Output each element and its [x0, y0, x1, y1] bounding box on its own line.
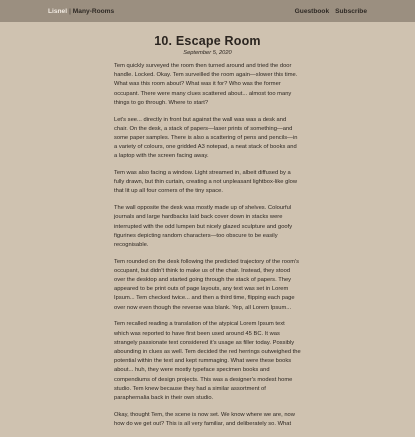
site-brand	[48, 8, 114, 15]
post-date: September 5, 2020	[183, 50, 232, 56]
post-paragraph: Tem quickly surveyed the room then turned around and tried the door handle. Locked. Okay. Tem surveilled the room again—slower this time. What was this room about? What was it for? Who was the former occupant. There were many clues scattered about... almost too many things to go through. Where to start?	[114, 63, 298, 106]
top-navigation-bar	[0, 0, 415, 22]
header-nav	[295, 8, 367, 15]
nav-subscribe-link[interactable]: Subscribe	[335, 7, 367, 15]
post-paragraph: The wall opposite the desk was mostly made up of shelves. Colourful journals and large hardbacks laid back cover down in stacks were interrupted with the odd lumpen but nicely glazed sculpture and goofy figurines depicting random characters—too obscure to be easily recognisable.	[114, 205, 293, 248]
site-name-link[interactable]: Lisnel	[48, 7, 68, 15]
post-paragraph: Tem was also facing a window. Light streamed in, albeit diffused by a fully drawn, but thin curtain, creating a not unpleasant lightbox-like glow that lit up all four corners of the tiny space.	[114, 170, 298, 195]
brand-separator: |	[69, 7, 71, 15]
post-paragraph: Okay, thought Tem, the scene is now set. We know where we are, now how do we get out? This is all very familiar, and deliberately so. What	[114, 411, 295, 427]
nav-guestbook-link[interactable]: Guestbook	[294, 7, 330, 15]
post-paragraph: Let's see... directly in front but against the wall was was a desk and chair. On the desk, a stack of papers—laser prints of something—and some paper samples. There is also a scattering of pens and pencils—in a variety of colours, one gridded A3 notepad, a neat stack of books and a laptop with the screen facing away.	[114, 116, 298, 160]
post-paragraph: Tem rounded on the desk following the predicted trajectory of the room's occupant, but didn't think to make us of the chair. Instead, they stood over the desktop and started going through the stack of papers. They appeared to be print outs of page layouts, any text was set in Lorem Ipsum... Tem checked twice... and then a third time, flipping each page over now even though the reverse was blank. Yep, all Lorem Ipsum...	[114, 258, 300, 311]
section-name-link[interactable]: Many-Rooms	[72, 7, 115, 15]
article	[114, 34, 301, 437]
post-title: 10. Escape Room	[154, 34, 261, 48]
post-paragraph: Tem recalled reading a translation of the atypical Lorem Ipsum text which was reported to have first been used around 45 BC. It was strangely passionate text considered it's usage as filler today. Possibly abounding in clues as well. Tem decided the red herrings outweighed the potential within the text and kept rummaging. What were these books about... huh, they were mostly typeface specimen books and compendiums of design projects. This was a designer's modest home studio. Tem knew because they had a similar assortment of paraphernalia back in their own studio.	[114, 321, 301, 401]
